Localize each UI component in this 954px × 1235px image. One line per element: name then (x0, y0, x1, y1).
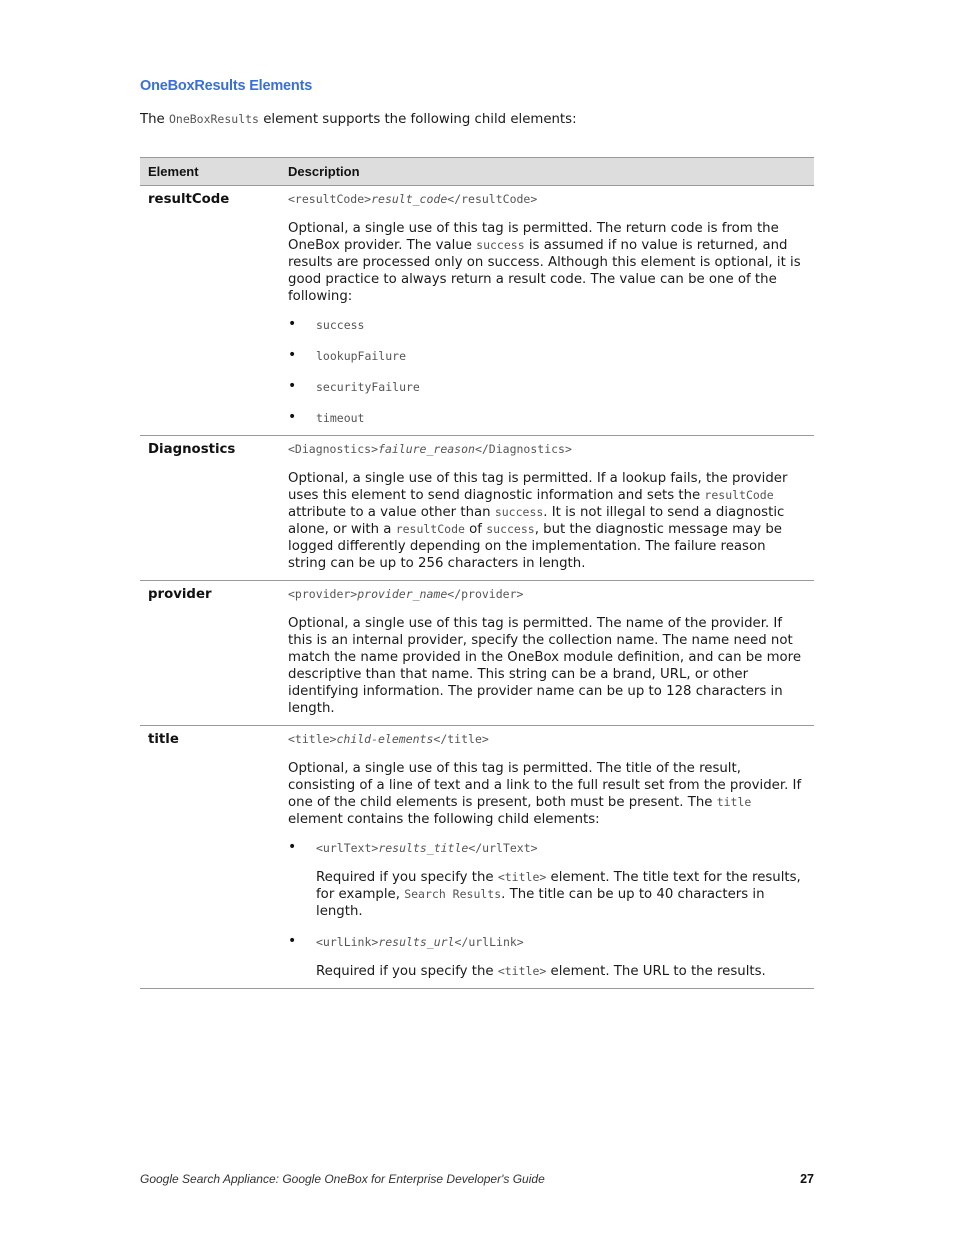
element-name: Diagnostics (140, 436, 280, 581)
element-description (280, 436, 814, 581)
inline-code: Search Results (404, 887, 502, 901)
description-text: Optional, a single use of this tag is permitted. The return code is from the OneBox provider. The value success is assumed if no value is returned, and results are processed only on success. Although this element is optional, it is good practice to always return a result code. The value can be one of the following: (288, 221, 801, 304)
inline-code: success (476, 238, 525, 252)
inline-code: resultCode (395, 522, 465, 536)
table-row-diagnostics (140, 436, 814, 581)
bullet-icon: • (288, 839, 297, 855)
syntax-line: <urlText>results_title</urlText> (316, 841, 538, 855)
table-header-row (140, 158, 814, 186)
list-item: • success (288, 316, 365, 332)
footer-document-title: Google Search Appliance: Google OneBox for Enterprise Developer's Guide (140, 1172, 545, 1186)
syntax-line: <resultCode>result_code</resultCode> (288, 192, 538, 206)
elements-table (140, 157, 814, 989)
title-child-elements (288, 840, 806, 980)
inline-code: resultCode (704, 488, 774, 502)
table-row-resultcode (140, 186, 814, 436)
element-name: title (140, 726, 280, 989)
syntax-line: <Diagnostics>failure_reason</Diagnostics> (288, 442, 572, 456)
inline-code: <title> (497, 870, 547, 884)
inline-code: title (716, 795, 752, 809)
table-row-title (140, 726, 814, 989)
list-item: • lookupFailure (288, 347, 407, 363)
description-text: Optional, a single use of this tag is permitted. The name of the provider. If this is an internal provider, specify the collection name. The name need not match the name provided in the OneBox module definition, and can be more descriptive than that name. This string can be a brand, URL, or other identifying information. The provider name can be up to 128 characters in length. (288, 616, 802, 716)
description-text: Optional, a single use of this tag is permitted. The title of the result, consisting of a line of text and a link to the full result set from the provider. If one of the child elements is present, both must be present. The title element contains the following child elements: (288, 761, 802, 827)
bullet-icon: • (288, 933, 297, 949)
element-name: resultCode (140, 186, 280, 436)
element-description (280, 581, 814, 726)
table-row-provider (140, 581, 814, 726)
bullet-icon: • (288, 378, 297, 394)
syntax-line: <urlLink>results_url</urlLink> (316, 935, 524, 949)
list-item: • securityFailure (288, 378, 420, 394)
intro-paragraph: The OneBoxResults element supports the following child elements: (140, 112, 577, 127)
inline-code: success (486, 522, 535, 536)
bullet-icon: • (288, 409, 297, 425)
page-number: 27 (800, 1172, 814, 1186)
inline-code: success (494, 505, 544, 519)
description-text: Optional, a single use of this tag is permitted. If a lookup fails, the provider uses this element to send diagnostic information and sets the resultCode attribute to a value other than success. It is not illegal to send a diagnostic alone, or with a resultCode of success, but the diagnostic message may be logged differently depending on the implementation. The failure reason string can be up to 256 characters in length. (288, 471, 788, 571)
result-code-values (288, 317, 806, 427)
inline-code: OneBoxResults (168, 112, 259, 126)
child-description: Required if you specify the <title> element. The title text for the results, for example, Search Results. The title can be up to 40 characters in length. (316, 870, 801, 919)
element-description (280, 186, 814, 436)
syntax-line: <title>child-elements</title> (288, 732, 489, 746)
syntax-line: <provider>provider_name</provider> (288, 587, 524, 601)
bullet-icon: • (288, 347, 297, 363)
column-header-description: Description (280, 158, 814, 186)
column-header-element: Element (140, 158, 280, 186)
inline-code: <title> (497, 964, 547, 978)
bullet-icon: • (288, 316, 297, 332)
list-item (288, 840, 806, 920)
element-description (280, 726, 814, 989)
list-item (288, 934, 806, 980)
list-item: • timeout (288, 409, 365, 425)
section-heading: OneBoxResults Elements (140, 78, 313, 94)
element-name: provider (140, 581, 280, 726)
child-description: Required if you specify the <title> element. The URL to the results. (316, 964, 766, 979)
